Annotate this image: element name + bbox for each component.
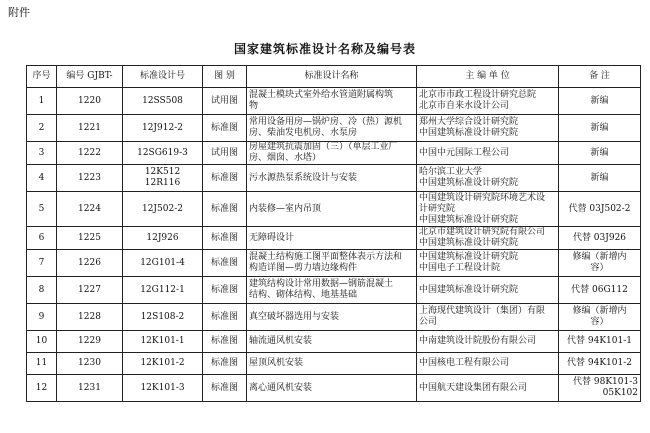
header-gjbt: 编号 GJBT- [57,66,123,88]
table-row [27,250,641,277]
cell-unit-line: 中国建筑标准设计研究院 [419,214,519,225]
cell-type: 标准图 [203,375,247,402]
cell-no: 7 [27,250,57,277]
cell-no: 11 [27,353,57,375]
cell-gjbt: 1228 [57,304,123,331]
cell-remark-line: 容） [590,263,609,273]
cell-name [247,165,417,192]
cell-remark [559,142,641,165]
cell-unit [417,115,559,142]
cell-design-no [123,250,203,277]
table-body [27,88,641,402]
cell-unit [417,304,559,331]
cell-remark-line: 新编 [590,122,609,133]
table-row [27,277,641,304]
table-row [27,227,641,250]
cell-name [247,250,417,277]
cell-type: 标准图 [203,250,247,277]
header-no: 序号 [27,66,57,88]
cell-unit-line: 北京市市政工程设计研究总院 [419,90,537,100]
cell-remark [559,88,641,115]
cell-name [247,142,417,165]
cell-design-no-line: 12J912-2 [141,122,183,133]
cell-gjbt: 1222 [57,142,123,165]
cell-type: 标准图 [203,304,247,331]
cell-design-no-line: 12K512 [144,167,181,177]
cell-unit-line: 中国建筑标准设计研究院 [419,178,519,188]
cell-unit [417,250,559,277]
cell-type: 标准图 [203,115,247,142]
cell-no: 5 [27,192,57,227]
cell-name [247,375,417,402]
cell-design-no [123,142,203,165]
cell-unit-line: 中国电子工程设计院 [419,263,501,273]
cell-remark [559,375,641,402]
table-row [27,304,641,331]
cell-remark-line: 代替 94K101-1 [567,336,632,346]
cell-design-no [123,227,203,250]
cell-no: 6 [27,227,57,250]
cell-remark-line: 05K102 [602,388,638,398]
cell-unit-line: 中南建筑设计院股份有限公司 [419,336,537,346]
cell-remark-line: 代替 03J926 [572,232,627,243]
cell-remark-line: 修编（新增内 [572,252,627,262]
cell-no: 2 [27,115,57,142]
cell-design-no-line: 12G112-1 [140,284,185,295]
header-name: 标准设计名称 [247,66,417,88]
attachment-label: 附件 [8,6,30,19]
cell-gjbt: 1223 [57,165,123,192]
cell-unit-line: 上海现代建筑设计（集团）有限 [419,306,546,316]
cell-name-line: 真空破坏器选用与安装 [249,311,340,322]
cell-remark-line: 修编（新增内 [572,306,627,316]
cell-design-no-line: 12G101-4 [140,257,185,268]
cell-remark-line: 代替 98K101-3 [573,377,638,387]
cell-no: 1 [27,88,57,115]
cell-unit-line: 计研究院 [419,203,456,214]
cell-unit [417,142,559,165]
cell-unit-line: 中国建筑标准设计研究院 [419,284,519,295]
cell-name-line: 房、烟囱、水塔） [249,153,322,163]
cell-unit [417,192,559,227]
cell-unit-line: 哈尔滨工业大学 [419,167,483,177]
cell-remark-line: 新编 [590,95,609,106]
cell-unit [417,165,559,192]
cell-design-no-line: 12J502-2 [141,203,183,214]
cell-gjbt: 1230 [57,353,123,375]
cell-name [247,331,417,353]
cell-unit [417,227,559,250]
header-unit: 主 编 单 位 [417,66,559,88]
cell-unit-line: 中国中元国际工程公司 [419,147,510,158]
cell-name-line: 建筑结构设计常用数据—钢筋混凝土 [249,279,394,289]
cell-type: 标准图 [203,277,247,304]
cell-unit-line: 中国航天建设集团有限公司 [419,382,528,393]
cell-design-no-line: 12K101-2 [140,358,185,368]
cell-name [247,304,417,331]
cell-design-no [123,277,203,304]
cell-name-line: 构造详图—剪力墙边缘构件 [249,263,358,273]
cell-design-no [123,165,203,192]
cell-name-line: 房屋建筑抗震加固（三）（单层工业厂 [249,142,398,152]
table-row [27,115,641,142]
header-design-no: 标准设计号 [123,66,203,88]
cell-no: 12 [27,375,57,402]
cell-design-no [123,304,203,331]
table-row [27,375,641,402]
cell-design-no [123,192,203,227]
cell-design-no-line: 12S108-2 [140,311,185,322]
cell-no: 4 [27,165,57,192]
cell-remark-line: 容） [590,317,609,327]
cell-no: 10 [27,331,57,353]
cell-gjbt: 1220 [57,88,123,115]
cell-gjbt: 1224 [57,192,123,227]
cell-unit-line: 北京市自来水设计公司 [419,101,510,111]
cell-remark [559,304,641,331]
cell-name [247,227,417,250]
cell-type: 标准图 [203,331,247,353]
cell-name-line: 内装修—室内吊顶 [249,203,322,214]
cell-type: 标准图 [203,165,247,192]
cell-design-no [123,375,203,402]
cell-remark [559,227,641,250]
cell-gjbt: 1226 [57,250,123,277]
cell-name-line: 污水源热泵系统设计与安装 [249,172,358,183]
cell-remark [559,250,641,277]
cell-type: 标准图 [203,227,247,250]
cell-design-no-line: 12SS508 [142,95,183,106]
table-header-row [27,66,641,88]
table-row [27,88,641,115]
cell-remark [559,115,641,142]
cell-name [247,277,417,304]
cell-unit [417,88,559,115]
cell-unit-line: 中国建筑标准设计研究院 [419,238,519,248]
cell-unit [417,331,559,353]
cell-unit [417,375,559,402]
cell-remark [559,331,641,353]
cell-name-line: 常用设备用房—锅炉房、冷（热）源机 [249,117,403,127]
cell-remark-line: 代替 94K101-2 [567,358,632,368]
cell-design-no-line: 12J926 [146,232,179,243]
cell-type: 标准图 [203,192,247,227]
cell-gjbt: 1227 [57,277,123,304]
cell-unit [417,277,559,304]
cell-name-line: 结构、砌体结构、地基基础 [249,290,358,300]
standards-table [26,65,641,402]
cell-design-no-line: 12K101-1 [140,336,185,346]
cell-name-line: 离心通风机安装 [249,382,313,393]
header-type: 图 别 [203,66,247,88]
table-row [27,331,641,353]
header-remark: 备 注 [559,66,641,88]
cell-name-line: 混凝土模块式室外给水管道附属构筑 [249,90,394,100]
cell-unit-line: 中国建筑设计研究院环境艺术设 [419,192,546,203]
table-row [27,353,641,375]
cell-unit-line: 公司 [419,317,438,327]
cell-design-no [123,353,203,375]
cell-name-line: 物 [249,101,259,111]
cell-type: 试用图 [203,88,247,115]
cell-name [247,192,417,227]
cell-no: 8 [27,277,57,304]
cell-no: 9 [27,304,57,331]
cell-design-no-line: 12R116 [144,178,181,188]
cell-remark [559,277,641,304]
cell-no: 3 [27,142,57,165]
cell-remark-line: 新编 [590,147,609,158]
cell-unit-line: 中国核电工程有限公司 [419,358,510,368]
cell-gjbt: 1221 [57,115,123,142]
cell-remark-line: 代替 03J502-2 [568,203,631,214]
cell-gjbt: 1229 [57,331,123,353]
cell-remark [559,353,641,375]
table-row [27,165,641,192]
cell-unit-line: 中国建筑标准设计研究院 [419,252,519,262]
cell-gjbt: 1225 [57,227,123,250]
table-row [27,142,641,165]
cell-design-no [123,88,203,115]
cell-type: 试用图 [203,142,247,165]
cell-gjbt: 1231 [57,375,123,402]
cell-name-line: 房、柴油发电机房、水泵房 [249,128,358,138]
cell-design-no-line: 12K101-3 [140,382,185,393]
cell-design-no-line: 12SG619-3 [137,147,188,158]
cell-unit-line: 北京市建筑设计研究院有限公司 [419,227,546,237]
cell-name-line: 无障碍设计 [249,232,295,243]
document-title: 国家建筑标准设计名称及编号表 [233,42,416,56]
cell-unit-line: 郑州大学综合设计研究院 [419,117,519,127]
cell-unit [417,353,559,375]
cell-unit-line: 中国建筑标准设计研究院 [419,128,519,138]
table-row [27,192,641,227]
cell-remark-line: 代替 06G112 [571,284,628,295]
cell-type: 标准图 [203,353,247,375]
cell-name-line: 屋顶风机安装 [249,358,304,368]
cell-remark [559,192,641,227]
cell-name-line: 轴流通风机安装 [249,336,313,346]
cell-name [247,353,417,375]
cell-name [247,115,417,142]
cell-remark-line: 新编 [590,172,609,183]
cell-name-line: 混凝土结构施工图平面整体表示方法和 [249,252,403,262]
cell-name [247,88,417,115]
cell-design-no [123,115,203,142]
cell-design-no [123,331,203,353]
cell-remark [559,165,641,192]
